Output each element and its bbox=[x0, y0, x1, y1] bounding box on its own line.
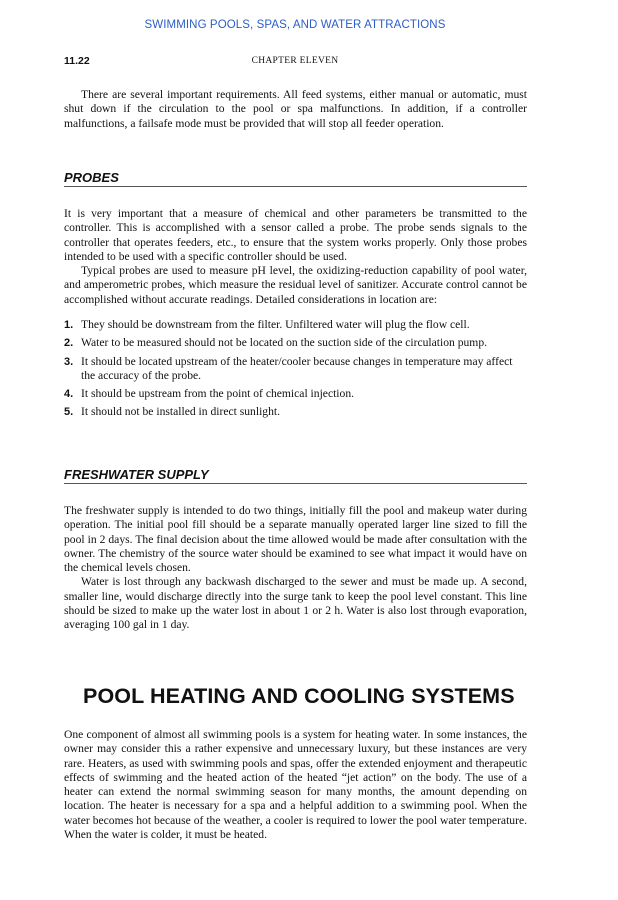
probes-paragraph-2: Typical probes are used to measure pH level, the oxidizing-reduction capability of pool water, and amperometric probes, which measure the residual level of sanitizer. Accurate control cannot be accomplished without accurate readings. Detailed considerations in location are: bbox=[64, 264, 527, 306]
list-number: 3. bbox=[64, 355, 74, 368]
heating-section-title: POOL HEATING AND COOLING SYSTEMS bbox=[83, 684, 515, 708]
list-item bbox=[64, 405, 527, 419]
page-number: 11.22 bbox=[64, 55, 90, 67]
list-text: It should be upstream from the point of chemical injection. bbox=[81, 387, 355, 401]
heating-body bbox=[64, 728, 527, 842]
list-number: 5. bbox=[64, 406, 74, 419]
chapter-title: CHAPTER ELEVEN bbox=[251, 56, 339, 66]
list-text: It should not be installed in direct sunlight. bbox=[81, 405, 281, 419]
running-head: SWIMMING POOLS, SPAS, AND WATER ATTRACTIONS bbox=[144, 19, 446, 31]
heating-paragraph: One component of almost all swimming pools is a system for heating water. In some instances, the owner may consider this a rather expensive and unnecessary luxury, but these instances are very rare. Heaters, as used with swimming pools and spas, offer the extended enjoyment and therapeutic effects of swimming and the heated action of the heated “jet action” on the body. The use of a heater can extend the normal swimming season for many months, the amount depending on location. The heater is necessary for a spa and a helpful addition to a swimming pool. When the water becomes hot because of the weather, a cooler is required to lower the pool water temperature. When the water is colder, it must be heated. bbox=[64, 728, 527, 842]
probes-requirements bbox=[64, 318, 527, 424]
list-number: 4. bbox=[64, 388, 74, 401]
list-text: They should be downstream from the filter. Unfiltered water will plug the flow cell. bbox=[81, 318, 470, 331]
list-item bbox=[64, 355, 527, 384]
list-text: It should be located upstream of the heater/cooler because changes in temperature may affect the accuracy of the probe. bbox=[81, 354, 513, 382]
probes-heading: PROBES bbox=[64, 170, 527, 187]
list-text: Water to be measured should not be located on the suction side of the circulation pump. bbox=[81, 336, 488, 350]
list-number: 1. bbox=[64, 319, 74, 331]
freshwater-body bbox=[64, 504, 527, 633]
probes-paragraph-1: It is very important that a measure of chemical and other parameters be transmitted to the controller. This is accomplished with a sensor called a probe. The probe sends signals to the controller that operates feeders, etc., to ensure that the system works properly. Only those probes intended to be used with a specific controller should be used. bbox=[64, 207, 527, 263]
list-item bbox=[64, 336, 527, 350]
freshwater-paragraph-2: Water is lost through any backwash discharged to the sewer and must be made up. A second, smaller line, would discharge directly into the surge tank to keep the pool level constant. This line should be sized to make up the water lost in about 1 or 2 h. Water is also lost through evaporation, averaging 100 gal in 1 day. bbox=[64, 575, 527, 632]
intro-block bbox=[64, 88, 527, 131]
freshwater-paragraph-1: The freshwater supply is intended to do two things, initially fill the pool and makeup water during operation. The initial pool fill should be a separate manually operated larger line sized to fill the pool in 2 days. The final decision about the time allowed would be made after consultation with the owner. The chemistry of the source water should be examined to see what impact it would have on the chemical levels chosen. bbox=[64, 504, 527, 575]
list-item bbox=[64, 318, 527, 332]
freshwater-heading: FRESHWATER SUPPLY bbox=[64, 467, 527, 484]
probes-body bbox=[64, 207, 527, 307]
list-number: 2. bbox=[64, 337, 74, 350]
intro-paragraph: There are several important requirements. All feed systems, either manual or automatic, must shut down if the circulation to the pool or spa malfunctions. In addition, if a controller malfunctions, a failsafe mode must be provided that will stop all feeder operation. bbox=[64, 88, 527, 130]
list-item bbox=[64, 387, 527, 401]
